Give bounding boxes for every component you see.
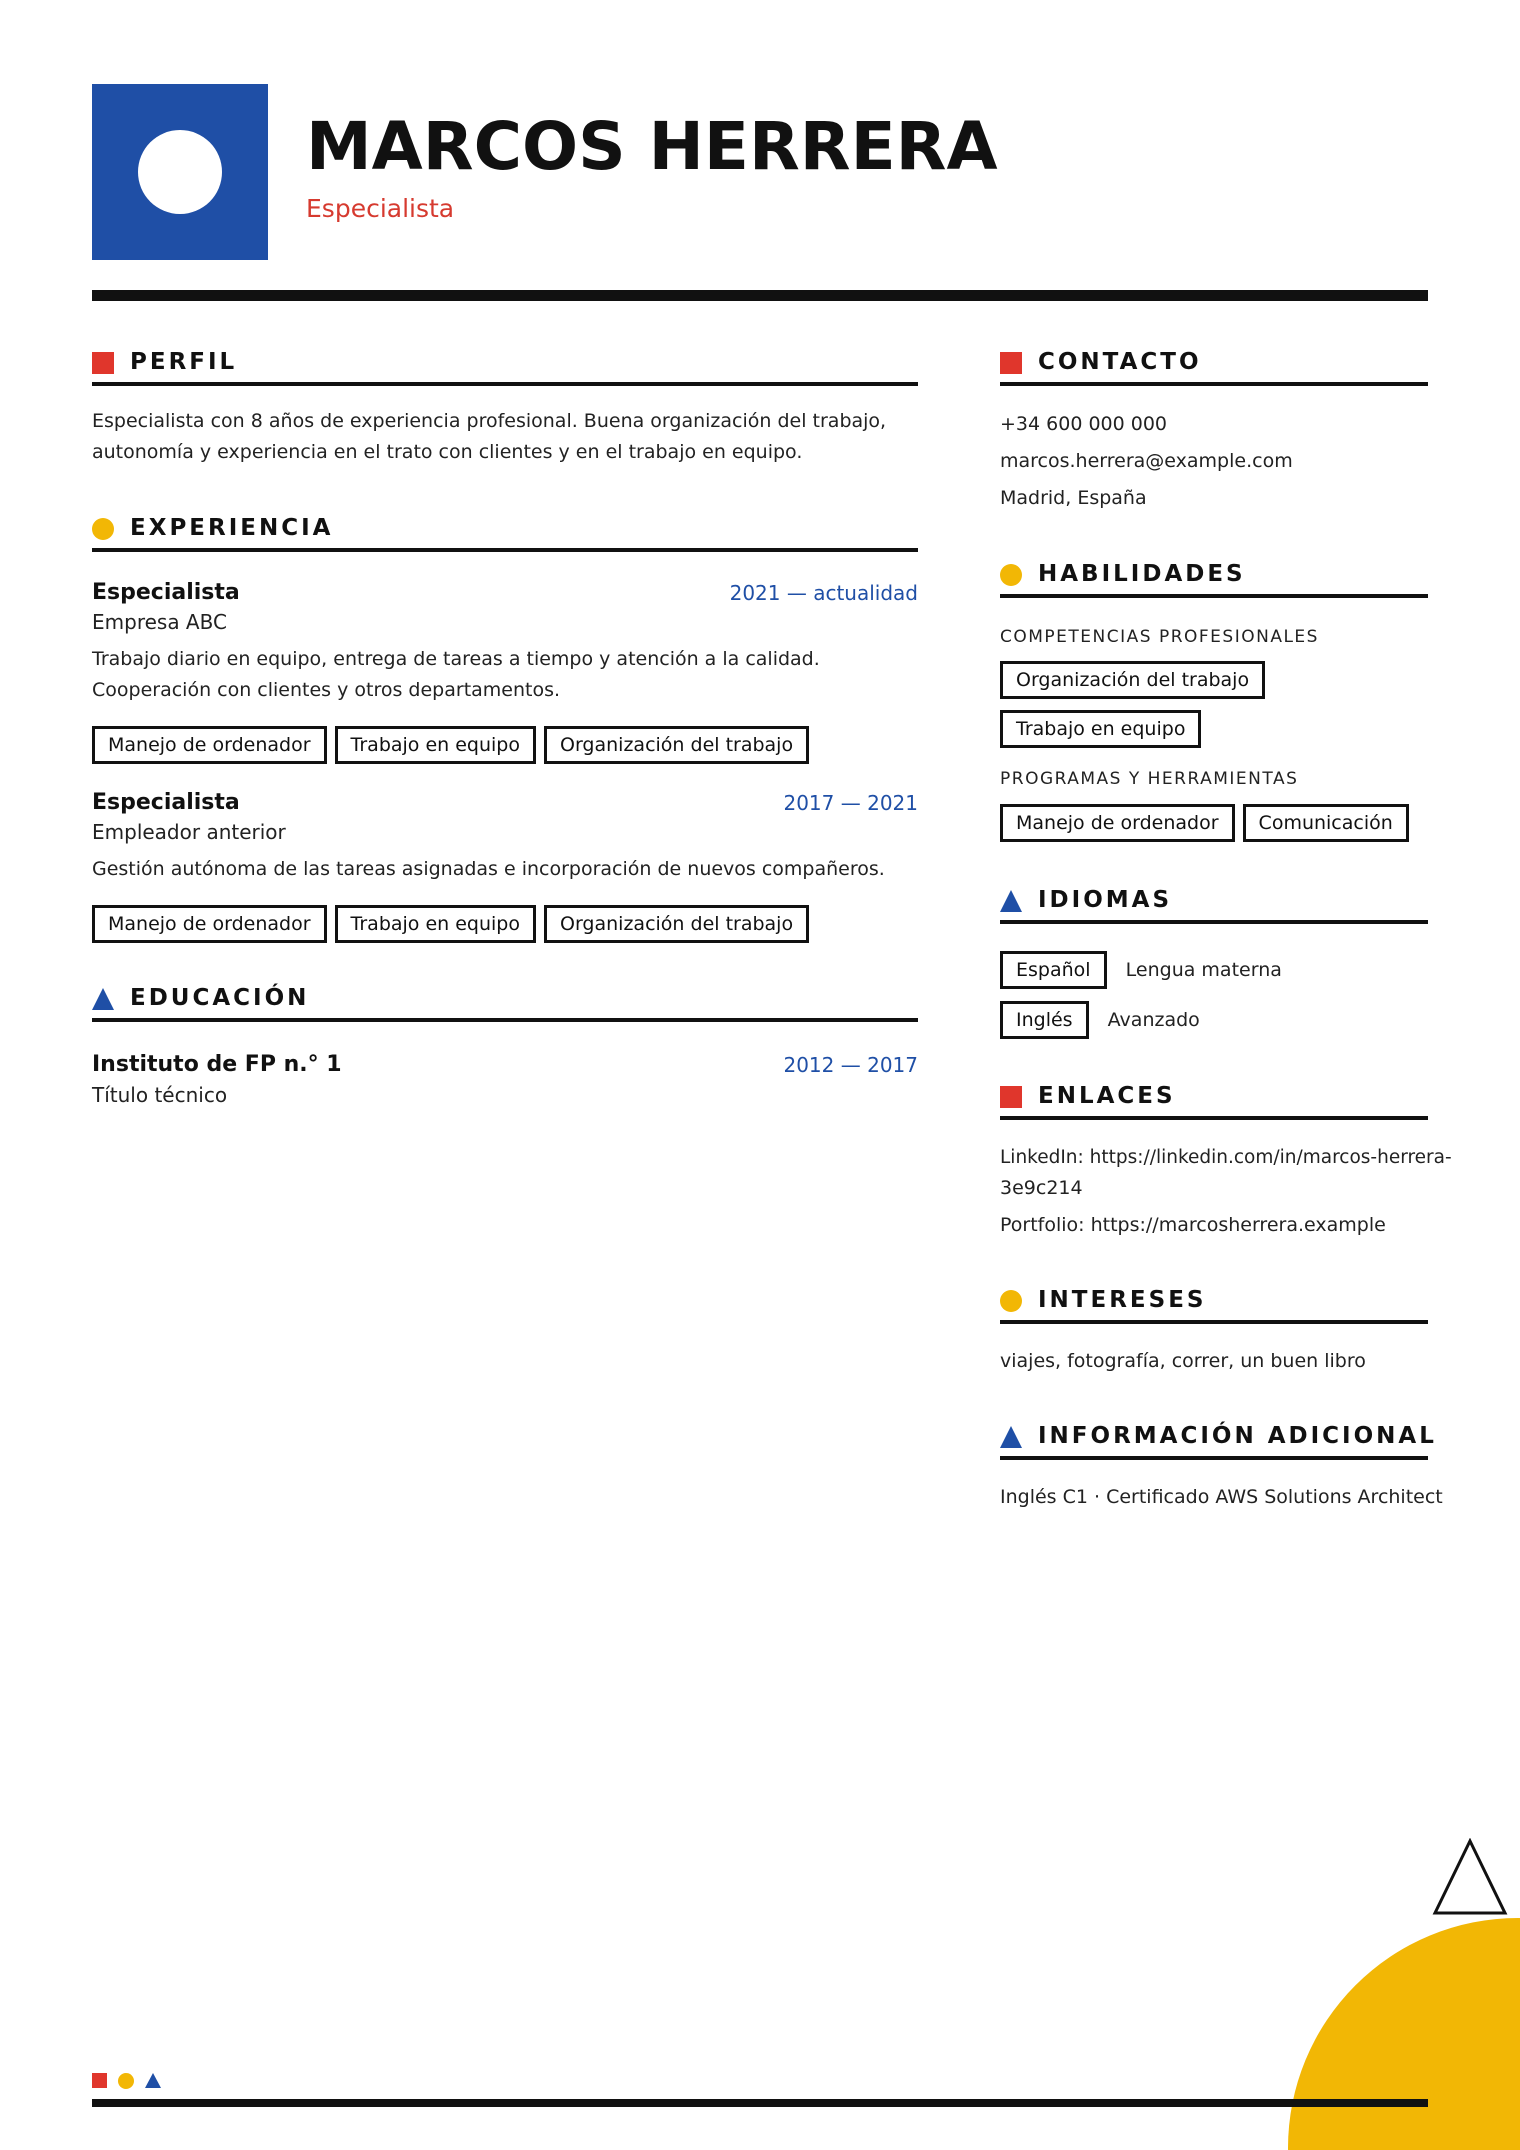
language-level: Lengua materna: [1125, 959, 1282, 981]
language-row: [1000, 1001, 1200, 1039]
section-title: ENLACES: [1038, 1083, 1176, 1109]
degree: Título técnico: [92, 1083, 228, 1107]
footer-circle-icon: [118, 2073, 134, 2089]
section-header: [1000, 1420, 1437, 1460]
header-divider: [92, 290, 1428, 301]
section-skills: [1000, 558, 1428, 598]
job-dates: 2017 — 2021: [783, 791, 918, 815]
section-title: PERFIL: [130, 349, 238, 375]
additional-text: Inglés C1 · Certificado AWS Solutions Architect: [1000, 1486, 1443, 1508]
section-languages: [1000, 884, 1428, 924]
skill-tag: Trabajo en equipo: [335, 905, 536, 943]
section-title: HABILIDADES: [1038, 561, 1246, 587]
language-level: Avanzado: [1107, 1009, 1200, 1031]
footer-square-icon: [92, 2073, 107, 2088]
tool-tags: [1000, 804, 1440, 842]
candidate-role: Especialista: [306, 194, 455, 223]
skill-tag: Organización del trabajo: [544, 726, 809, 764]
section-header: [1000, 558, 1428, 598]
square-marker-icon: [1000, 352, 1022, 374]
education-dates: 2012 — 2017: [783, 1053, 918, 1077]
section-title: CONTACTO: [1038, 349, 1202, 375]
section-experience: [92, 512, 918, 552]
skills-subheading: PROGRAMAS Y HERRAMIENTAS: [1000, 769, 1299, 789]
section-title: INFORMACIÓN ADICIONAL: [1038, 1423, 1437, 1449]
section-title: INTERESES: [1038, 1287, 1207, 1313]
job-description: Trabajo diario en equipo, entrega de tareas a tiempo y atención a la calidad. Cooperación con clientes y otros departamentos.: [92, 648, 820, 701]
job-company: Empleador anterior: [92, 820, 286, 844]
footer-triangle-icon: [145, 2073, 161, 2088]
skill-tag: Organización del trabajo: [1000, 661, 1265, 699]
section-header: [92, 346, 918, 386]
skills-subheading: COMPETENCIAS PROFESIONALES: [1000, 627, 1319, 647]
section-header: [92, 982, 918, 1022]
school-name: Instituto de FP n.° 1: [92, 1052, 342, 1077]
square-marker-icon: [1000, 1086, 1022, 1108]
contact-email[interactable]: marcos.herrera@example.com: [1000, 450, 1293, 472]
triangle-marker-icon: [1000, 890, 1022, 912]
profile-text: Especialista con 8 años de experiencia profesional. Buena organización del trabajo, autonomía y experiencia en el trato con clientes y en el trabajo en equipo.: [92, 410, 887, 463]
job-dates: 2021 — actualidad: [729, 581, 918, 605]
job-description: Gestión autónoma de las tareas asignadas e incorporación de nuevos compañeros.: [92, 858, 885, 880]
section-title: IDIOMAS: [1038, 887, 1173, 913]
section-header: [1000, 1080, 1428, 1120]
section-links: [1000, 1080, 1452, 1241]
skill-tags: [1000, 710, 1209, 748]
triangle-marker-icon: [92, 988, 114, 1010]
skill-tag: Manejo de ordenador: [92, 726, 327, 764]
section-profile: [92, 346, 918, 468]
square-marker-icon: [92, 352, 114, 374]
contact-location: Madrid, España: [1000, 487, 1147, 509]
skill-tag: Manejo de ordenador: [1000, 804, 1235, 842]
triangle-marker-icon: [1000, 1426, 1022, 1448]
skill-tag: Organización del trabajo: [544, 905, 809, 943]
candidate-name: MARCOS HERRERA: [306, 108, 998, 185]
job-tags: [92, 905, 932, 943]
section-education: [92, 982, 918, 1022]
language-row: [1000, 951, 1282, 989]
section-title: EXPERIENCIA: [130, 515, 334, 541]
skill-tag: Comunicación: [1243, 804, 1409, 842]
circle-marker-icon: [1000, 1290, 1022, 1312]
job-company: Empresa ABC: [92, 610, 227, 634]
section-contact: [1000, 346, 1428, 517]
portfolio-link[interactable]: Portfolio: https://marcosherrera.example: [1000, 1214, 1386, 1236]
job-tags: [92, 726, 932, 764]
section-header: [92, 512, 918, 552]
job-title: Especialista: [92, 580, 240, 605]
section-header: [1000, 346, 1428, 386]
section-interests: [1000, 1284, 1428, 1377]
footer-divider: [92, 2099, 1428, 2107]
job-title: Especialista: [92, 790, 240, 815]
circle-marker-icon: [1000, 564, 1022, 586]
linkedin-link-cont[interactable]: 3e9c214: [1000, 1177, 1083, 1199]
circle-marker-icon: [92, 518, 114, 540]
interests-text: viajes, fotografía, correr, un buen libro: [1000, 1350, 1366, 1372]
section-header: [1000, 1284, 1428, 1324]
language-name: Inglés: [1000, 1001, 1089, 1039]
skill-tag: Trabajo en equipo: [335, 726, 536, 764]
contact-phone: +34 600 000 000: [1000, 413, 1168, 435]
skill-tag: Manejo de ordenador: [92, 905, 327, 943]
logo-square: [92, 84, 268, 260]
section-header: [1000, 884, 1428, 924]
linkedin-link[interactable]: LinkedIn: https://linkedin.com/in/marcos-herrera-: [1000, 1147, 1452, 1168]
language-name: Español: [1000, 951, 1107, 989]
section-additional: [1000, 1420, 1443, 1513]
decorative-yellow-circle: [1288, 1918, 1520, 2150]
skill-tags: [1000, 661, 1273, 699]
skill-tag: Trabajo en equipo: [1000, 710, 1201, 748]
outline-triangle-icon: [1432, 1838, 1508, 1916]
section-title: EDUCACIÓN: [130, 985, 310, 1011]
logo-circle-icon: [138, 130, 222, 214]
